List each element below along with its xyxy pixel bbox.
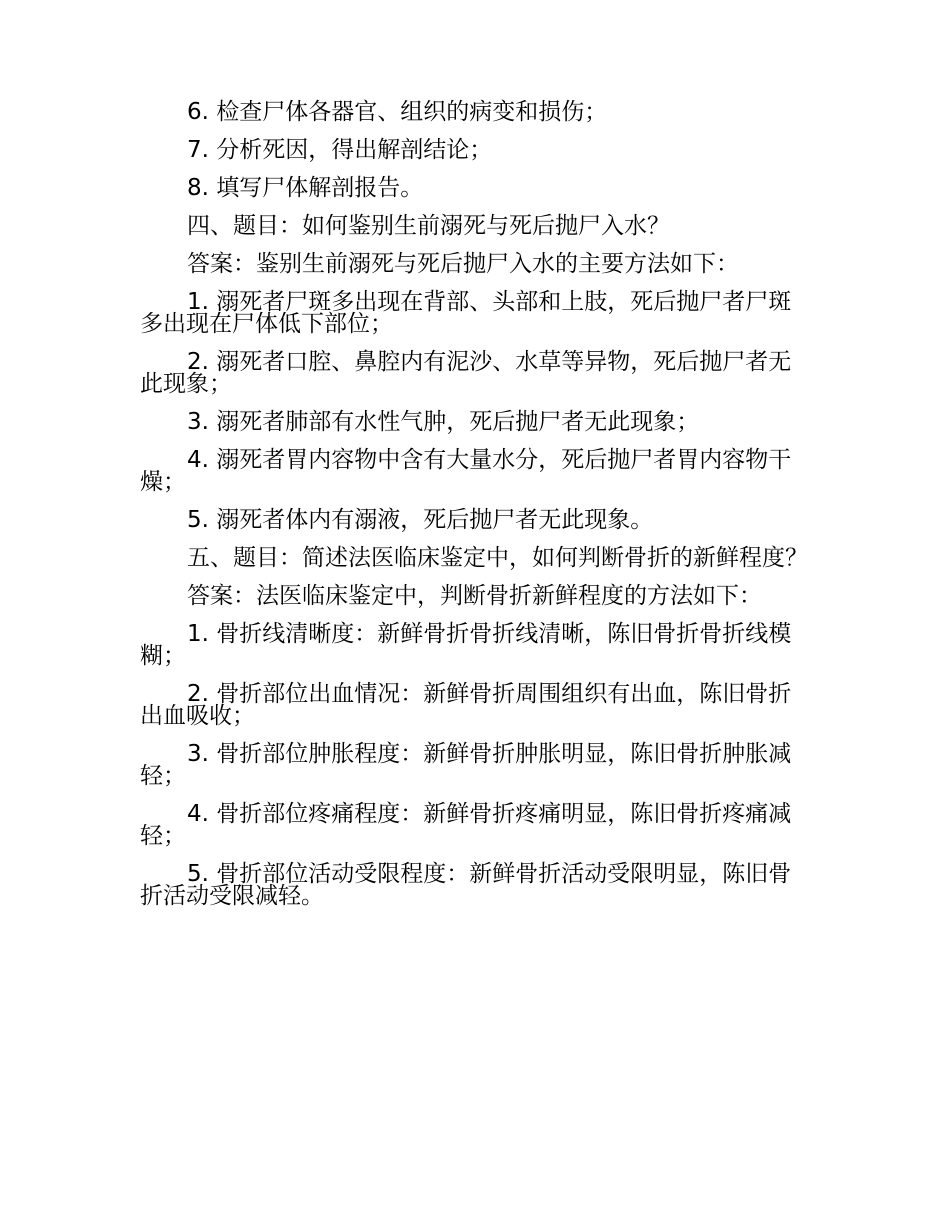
paragraph-autopsy-step-7: 7. 分析死因，得出解剖结论；: [187, 137, 493, 163]
question-5-heading: 五、题目：简述法医临床鉴定中，如何判断骨折的新鲜程度？: [187, 545, 808, 571]
question-4-answer-intro: 答案：鉴别生前溺死与死后抛尸入水的主要方法如下：: [187, 251, 739, 277]
paragraph-autopsy-step-6: 6. 检查尸体各器官、组织的病变和损伤；: [187, 99, 608, 125]
document-body: [140, 101, 812, 923]
question-4-point-3: 3. 溺死者肺部有水性气肿，死后抛尸者无此现象；: [187, 409, 700, 435]
question-5-point-2: 2. 骨折部位出血情况：新鲜骨折周围组织有出血，陈旧骨折出血吸收；: [140, 681, 792, 729]
question-4-point-5: 5. 溺死者体内有溺液，死后抛尸者无此现象。: [187, 507, 654, 533]
question-5-point-3: 3. 骨折部位肿胀程度：新鲜骨折肿胀明显，陈旧骨折肿胀减轻；: [140, 741, 792, 789]
question-5-point-5: 5. 骨折部位活动受限程度：新鲜骨折活动受限明显，陈旧骨折活动受限减轻。: [140, 861, 792, 909]
question-5-point-1: 1. 骨折线清晰度：新鲜骨折骨折线清晰，陈旧骨折骨折线模糊；: [140, 621, 792, 669]
question-5-answer-intro: 答案：法医临床鉴定中，判断骨折新鲜程度的方法如下：: [187, 583, 762, 609]
question-5-point-4: 4. 骨折部位疼痛程度：新鲜骨折疼痛明显，陈旧骨折疼痛减轻；: [140, 801, 792, 849]
question-4-point-2: 2. 溺死者口腔、鼻腔内有泥沙、水草等异物，死后抛尸者无此现象；: [140, 349, 792, 397]
paragraph-autopsy-step-8: 8. 填写尸体解剖报告。: [187, 175, 424, 201]
question-4-heading: 四、题目：如何鉴别生前溺死与死后抛尸入水？: [187, 213, 670, 239]
question-4-point-1: 1. 溺死者尸斑多出现在背部、头部和上肢，死后抛尸者尸斑多出现在尸体低下部位；: [140, 289, 792, 337]
question-4-point-4: 4. 溺死者胃内容物中含有大量水分，死后抛尸者胃内容物干燥；: [140, 447, 792, 495]
